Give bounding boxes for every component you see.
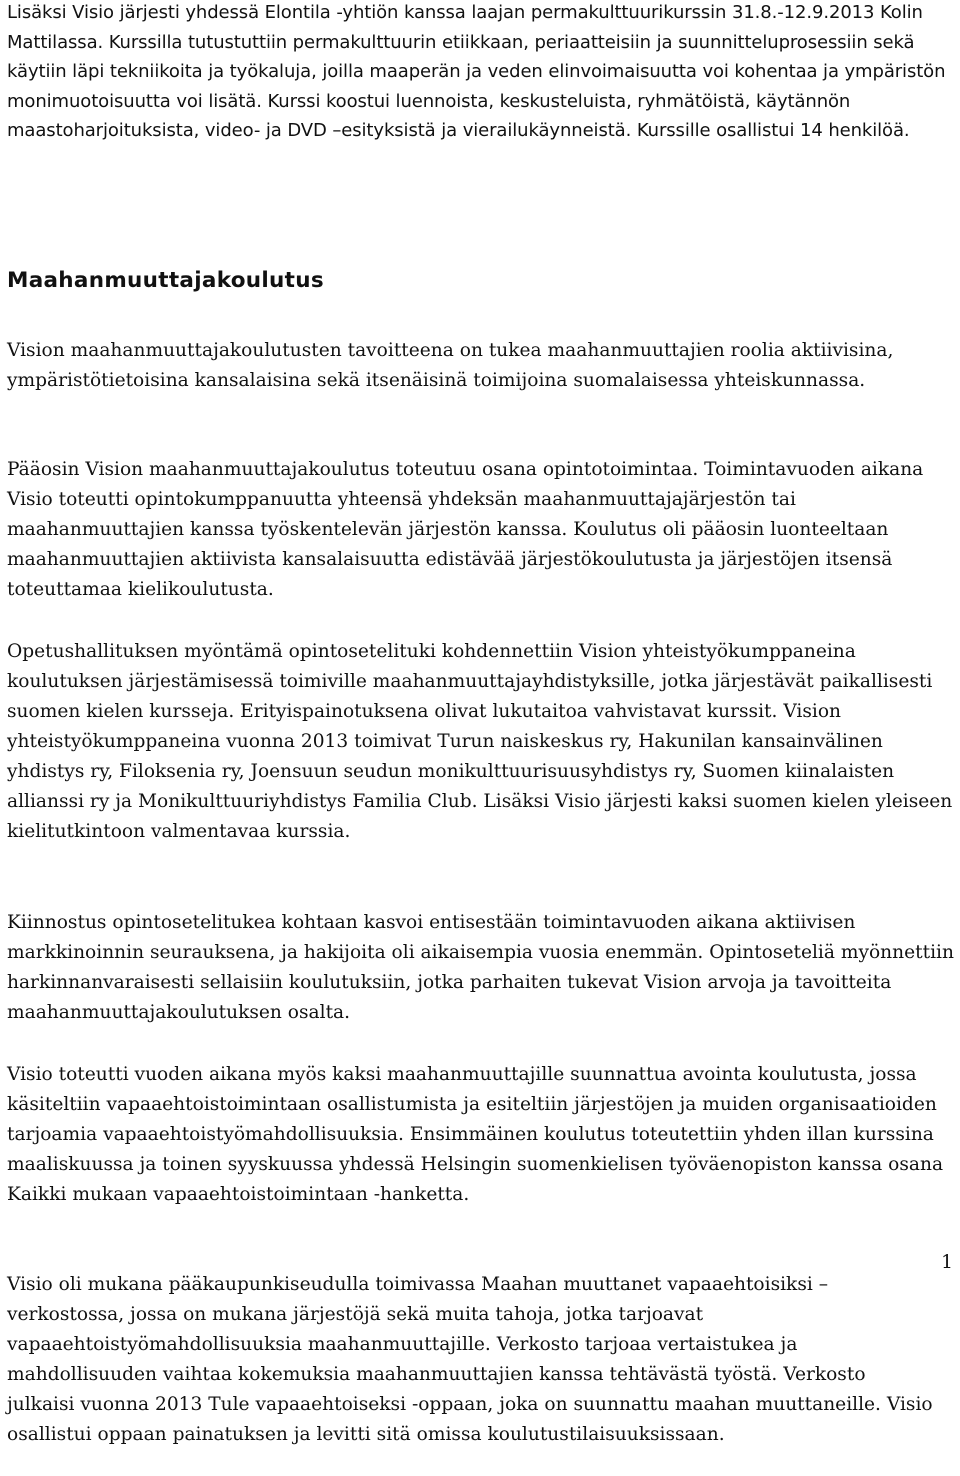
document-page xyxy=(7,0,957,1445)
paragraph-goals: Vision maahanmuuttajakoulutusten tavoitteena on tukea maahanmuuttajien roolia aktiivisina, ympäristötietoisina kansalaisina sekä itsenäisinä toimijoina suomalaisessa yhteiskunnassa. xyxy=(7,340,894,391)
paragraph-open-trainings: Visio toteutti vuoden aikana myös kaksi maahanmuuttajille suunnattua avointa koulutusta, jossa käsiteltiin vapaaehtoistoimintaan osallistumista ja esiteltiin järjestöjen ja muiden organisaatioiden tarjoamia vapaaehtoistyömahdollisuuksia. Ensimmäinen koulutus toteutettiin yhden illan kurssina maaliskuussa ja toinen syyskuussa yhdessä Helsingin suomenkielisen työväenopiston kanssa osana Kaikki mukaan vapaaehtoistoimintaan -hanketta. xyxy=(7,1064,944,1205)
paragraph-voucher-support: Opetushallituksen myöntämä opintosetelituki kohdennettiin Vision yhteistyökumppaneina koulutuksen järjestämisessä toimiville maahanmuuttajayhdistyksille, jotka järjestävät paikallisesti suomen kielen kursseja. Erityispainotuksena olivat lukutaitoa vahvistavat kurssit. Vision yhteistyökumppaneina vuonna 2013 toimivat Turun naiskeskus ry, Hakunilan kansainvälinen yhdistys ry, Filoksenia ry, Joensuun seudun monikulttuurisuusyhdistys ry, Suomen kiinalaisten allianssi ry ja Monikulttuuriyhdistys Familia Club. Lisäksi Visio järjesti kaksi suomen kielen yleiseen kielitutkintoon valmentavaa kurssia. xyxy=(7,641,953,842)
intro-paragraph: Lisäksi Visio järjesti yhdessä Elontila -yhtiön kanssa laajan permakulttuurikurssin 31.8.-12.9.2013 Kolin Mattilassa. Kurssilla tutustuttiin permakulttuurin etiikkaan, periaatteisiin ja suunnitteluprosessiin sekä käytiin läpi tekniikoita ja työkaluja, joilla maaperän ja veden elinvoimaisuutta voi kohentaa ja ympäristön monimuotoisuutta voi lisätä. Kurssi koostui luennoista, keskusteluista, ryhmätöistä, käytännön maastoharjoituksista, video- ja DVD –esityksistä ja vierailukäynneistä. Kurssille osallistui 14 henkilöä. xyxy=(7,2,946,141)
page-number: 1 xyxy=(941,1252,953,1273)
section-heading: Maahanmuuttajakoulutus xyxy=(7,268,324,293)
paragraph-interest: Kiinnostus opintosetelitukea kohtaan kasvoi entisestään toimintavuoden aikana aktiivisen markkinoinnin seurauksena, ja hakijoita oli aikaisempia vuosia enemmän. Opintoseteliä myönnettiin harkinnanvaraisesti sellaisiin koulutuksiin, jotka parhaiten tukevat Vision arvoja ja tavoitteita maahanmuuttajakoulutuksen osalta. xyxy=(7,912,954,1023)
paragraph-network: Visio oli mukana pääkaupunkiseudulla toimivassa Maahan muuttanet vapaaehtoisiksi – verkostossa, jossa on mukana järjestöjä sekä muita tahoja, jotka tarjoavat vapaaehtoistyömahdollisuuksia maahanmuuttajille. Verkosto tarjoaa vertaistukea ja mahdollisuuden vaihtaa kokemuksia maahanmuuttajien kanssa tehtävästä työstä. Verkosto julkaisi vuonna 2013 Tule vapaaehtoiseksi -oppaan, joka on suunnattu maahan muuttaneille. Visio osallistui oppaan painatuksen ja levitti sitä omissa koulutustilaisuuksissaan. xyxy=(7,1274,933,1445)
paragraph-study-activity: Pääosin Vision maahanmuuttajakoulutus toteutuu osana opintotoimintaa. Toimintavuoden aikana Visio toteutti opintokumppanuutta yhteensä yhdeksän maahanmuuttajajärjestön tai maahanmuuttajien kanssa työskentelevän järjestön kanssa. Koulutus oli pääosin luonteeltaan maahanmuuttajien aktiivista kansalaisuutta edistävää järjestökoulutusta ja järjestöjen itsensä toteuttamaa kielikoulutusta. xyxy=(7,459,924,600)
